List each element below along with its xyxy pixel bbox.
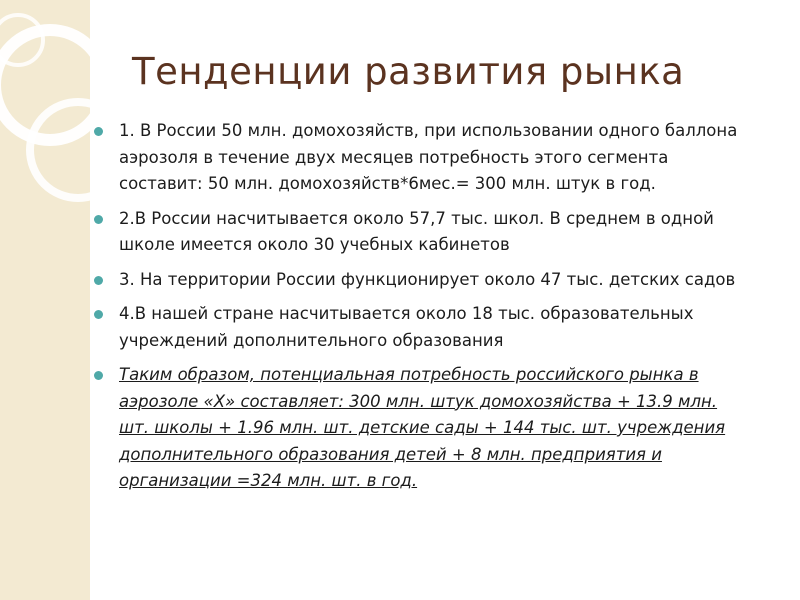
bullet-icon [94,276,103,285]
slide-title: Тенденции развития рынка [132,50,685,93]
summary-item [92,362,742,495]
deco-circle-large [0,30,105,140]
list-item-text: 3. На территории России функционирует около 47 тыс. детских садов [119,269,736,289]
bullet-icon [94,371,103,380]
list-item [92,301,742,354]
list-item-text: 4.В нашей стране насчитывается около 18 тыс. образовательных учреждений дополнительного образования [119,304,694,350]
bullet-icon [94,215,103,224]
list-item [92,118,742,198]
list-item [92,206,742,259]
summary-text: Таким образом, потенциальная потребность российского рынка в аэрозоле «Х» составляет: 300 млн. штук домохозяйства + 13.9 млн. шт. школы + 1.96 млн. шт. детские сады + 144 тыс. шт. учреждения дополнительного образования детей + 8 млн. предприятия и организации =324 млн. шт. в год. [119,365,726,490]
bullet-icon [94,310,103,319]
bullet-icon [94,127,103,136]
bullet-list [92,118,742,503]
list-item-text: 1. В России 50 млн. домохозяйств, при использовании одного баллона аэрозоля в течение двух месяцев потребность этого сегмента составит: 50 млн. домохозяйств*6мес.= 300 млн. штук в год. [119,121,738,193]
list-item-text: 2.В России насчитывается около 57,7 тыс. школ. В среднем в одной школе имеется около 30 учебных кабинетов [119,208,714,254]
list-item [92,267,742,294]
